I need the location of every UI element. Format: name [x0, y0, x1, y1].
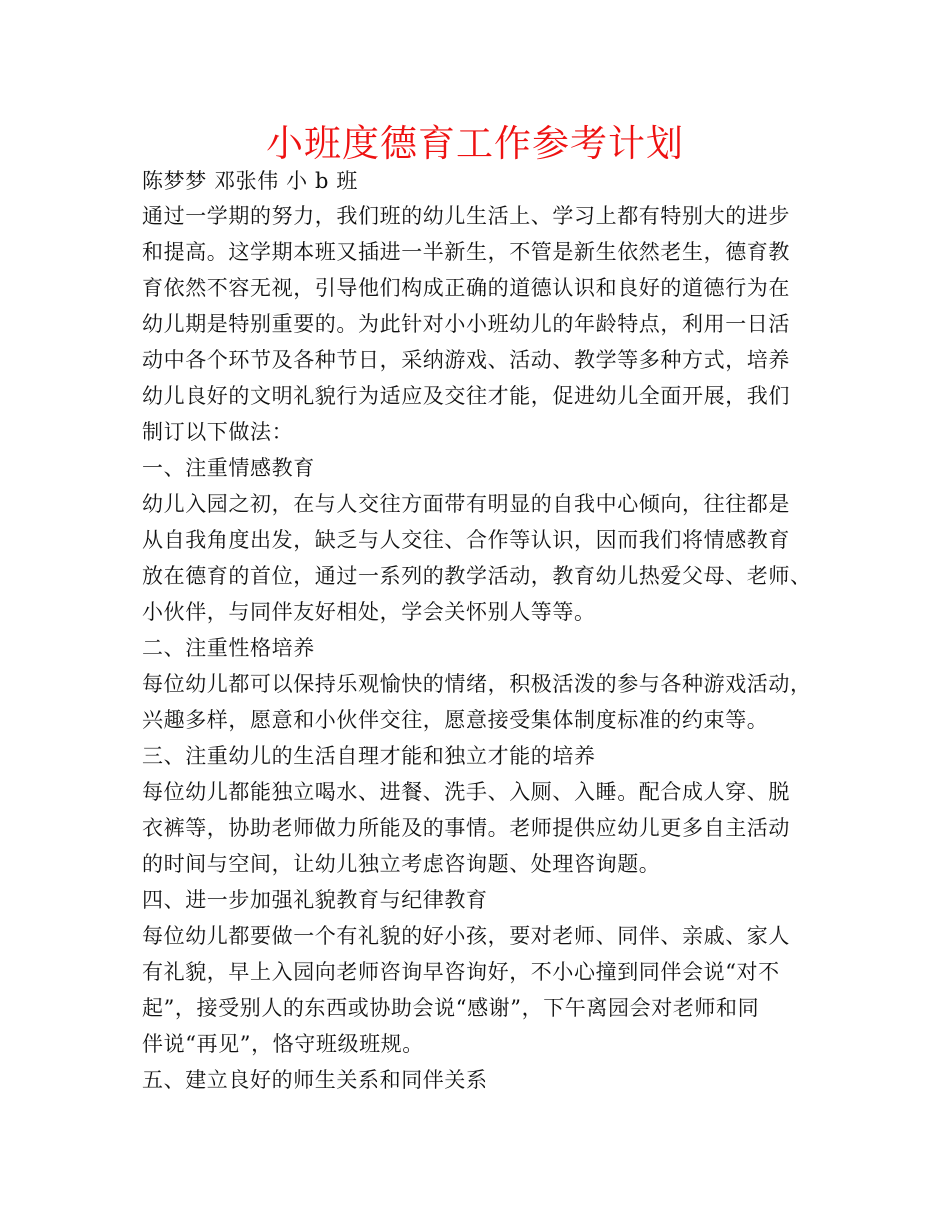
paragraph-line: 从自我角度出发，缺乏与人交往、合作等认识，因而我们将情感教育: [142, 528, 790, 552]
section-heading: 五、建立良好的师生关系和同伴关系: [142, 1068, 488, 1092]
paragraph-line: 制订以下做法：: [142, 420, 294, 444]
paragraph-line: 衣裤等，协助老师做力所能及的事情。老师提供应幼儿更多自主活动: [142, 816, 790, 840]
paragraph-line: 幼儿良好的文明礼貌行为适应及交往才能，促进幼儿全面开展，我们: [142, 384, 790, 408]
paragraph-line: 放在德育的首位，通过一系列的教学活动，教育幼儿热爱父母、老师、: [142, 564, 812, 588]
paragraph-line: 每位幼儿都能独立喝水、进餐、洗手、入厕、入睡。配合成人穿、脱: [142, 780, 790, 804]
paragraph-line: 小伙伴，与同伴友好相处，学会关怀别人等等。: [142, 600, 596, 624]
section-heading: 三、注重幼儿的生活自理才能和独立才能的培养: [142, 744, 596, 768]
section-heading: 四、进一步加强礼貌教育与纪律教育: [142, 888, 488, 912]
paragraph-line: 幼儿期是特别重要的。为此针对小小班幼儿的年龄特点，利用一日活: [142, 312, 790, 336]
paragraph-line: 伴说“再见”，恪守班级班规。: [142, 1032, 424, 1056]
document-body: [142, 166, 814, 1098]
author-line: 陈梦梦 邓张伟 小 b 班: [142, 169, 358, 193]
paragraph-line: 和提高。这学期本班又插进一半新生，不管是新生依然老生，德育教: [142, 240, 790, 264]
paragraph-line: 每位幼儿都可以保持乐观愉快的情绪，积极活泼的参与各种游戏活动，: [142, 672, 812, 696]
paragraph-line: 的时间与空间，让幼儿独立考虑咨询题、处理咨询题。: [142, 852, 661, 876]
paragraph-line: 动中各个环节及各种节日，采纳游戏、活动、教学等多种方式，培养: [142, 348, 790, 372]
paragraph-line: 兴趣多样，愿意和小伙伴交往，愿意接受集体制度标准的约束等。: [142, 708, 769, 732]
paragraph-line: 起”，接受别人的东西或协助会说“感谢”，下午离园会对老师和同: [142, 996, 760, 1020]
section-heading: 二、注重性格培养: [142, 636, 315, 660]
paragraph-line: 育依然不容无视，引导他们构成正确的道德认识和良好的道德行为在: [142, 276, 790, 300]
paragraph-line: 有礼貌，早上入园向老师咨询早咨询好，不小心撞到同伴会说“对不: [142, 960, 780, 984]
paragraph-line: 通过一学期的努力，我们班的幼儿生活上、学习上都有特别大的进步: [142, 204, 790, 228]
paragraph-line: 每位幼儿都要做一个有礼貌的好小孩，要对老师、同伴、亲戚、家人: [142, 924, 790, 948]
section-heading: 一、注重情感教育: [142, 456, 315, 480]
document-title: 小班度德育工作参考计划: [266, 122, 684, 165]
paragraph-line: 幼儿入园之初，在与人交往方面带有明显的自我中心倾向，往往都是: [142, 492, 790, 516]
